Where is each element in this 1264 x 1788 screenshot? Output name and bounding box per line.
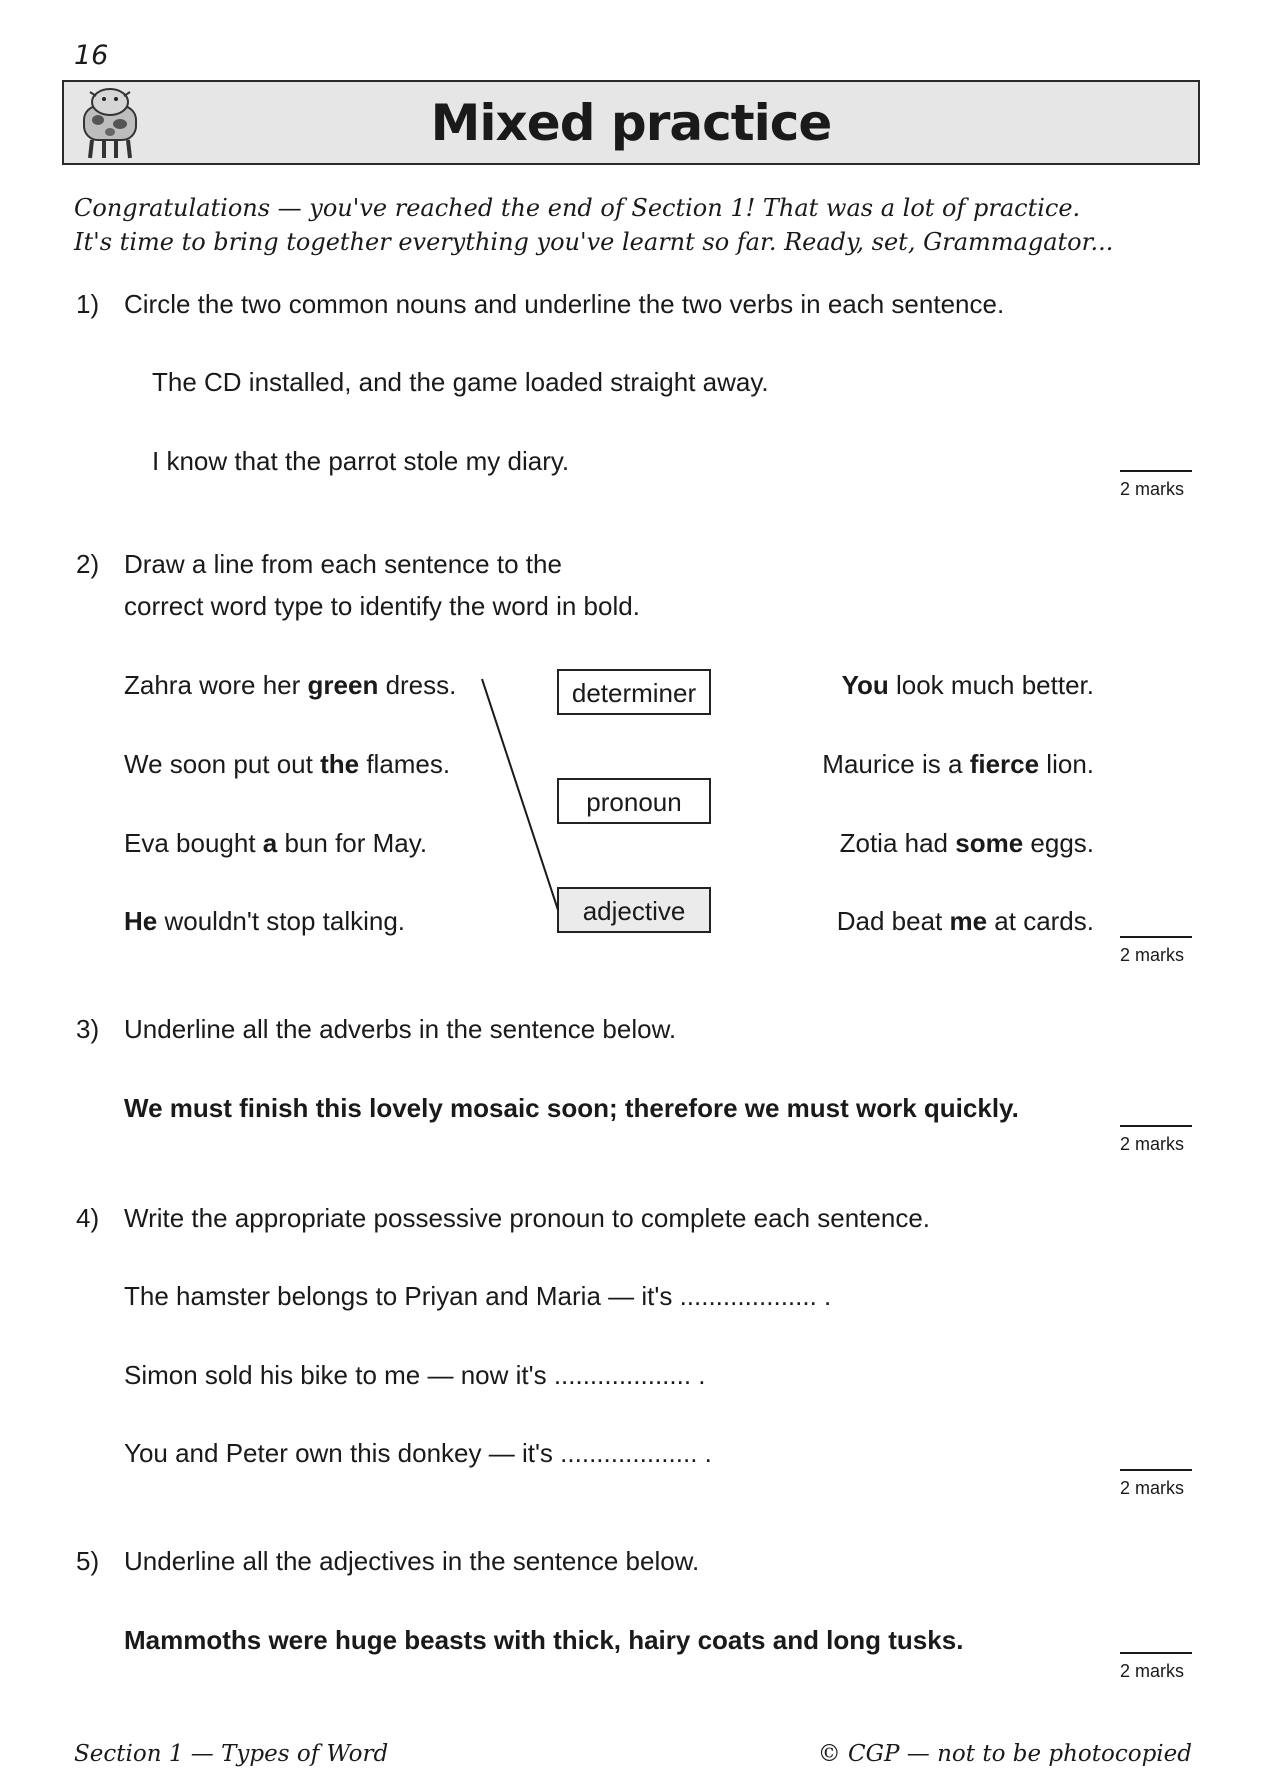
- q4-marks: 2 marks: [1120, 1478, 1185, 1498]
- q1-number: 1): [76, 289, 100, 319]
- answer-blank[interactable]: ................... .: [553, 1360, 706, 1390]
- footer-copyright: © CGP — not to be photocopied: [817, 1741, 1192, 1767]
- q2-mark-line[interactable]: [1120, 936, 1192, 938]
- q5-marks: 2 marks: [1120, 1661, 1185, 1681]
- q4-mark-line[interactable]: [1120, 1469, 1192, 1471]
- example-answer-line: [470, 670, 570, 920]
- q5-number: 5): [76, 1546, 100, 1576]
- q1-sentence-1: The CD installed, and the game loaded straight away.: [152, 367, 769, 397]
- q4-sentence-3: You and Peter own this donkey — it's ................... .: [124, 1438, 712, 1468]
- q2-number: 2): [76, 549, 100, 579]
- q3-sentence[interactable]: We must finish this lovely mosaic soon; therefore we must work quickly.: [124, 1093, 1019, 1123]
- intro-line-2: It's time to bring together everything you've learnt so far. Ready, set, Grammagator...: [74, 228, 1114, 256]
- answer-blank[interactable]: ................... .: [560, 1438, 712, 1468]
- q2-left-sentence-3[interactable]: Eva bought a bun for May.: [124, 828, 428, 858]
- q5-prompt: Underline all the adjectives in the sentence below.: [124, 1546, 700, 1576]
- q3-mark-line[interactable]: [1120, 1125, 1192, 1127]
- q3-prompt: Underline all the adverbs in the sentence below.: [124, 1014, 677, 1044]
- q2-right-sentence-1[interactable]: You look much better.: [841, 670, 1094, 700]
- intro-line-1: Congratulations — you've reached the end of Section 1! That was a lot of practice.: [74, 194, 1081, 222]
- q5-sentence[interactable]: Mammoths were huge beasts with thick, hairy coats and long tusks.: [124, 1625, 964, 1655]
- q2-marks: 2 marks: [1120, 945, 1185, 965]
- q2-left-sentence-2[interactable]: We soon put out the flames.: [124, 749, 451, 779]
- title-banner: [62, 80, 1200, 165]
- q2-right-sentence-4[interactable]: Dad beat me at cards.: [836, 906, 1094, 936]
- word-type-box-adjective[interactable]: adjective: [557, 887, 711, 933]
- q2-left-sentence-1[interactable]: Zahra wore her green dress.: [124, 670, 457, 700]
- footer-section: Section 1 — Types of Word: [74, 1741, 389, 1767]
- q4-number: 4): [76, 1203, 100, 1233]
- q3-marks: 2 marks: [1120, 1134, 1185, 1154]
- q1-mark-line[interactable]: [1120, 470, 1192, 472]
- q1-marks: 2 marks: [1120, 479, 1185, 499]
- q2-right-sentence-3[interactable]: Zotia had some eggs.: [839, 828, 1094, 858]
- q2-prompt-line-2: correct word type to identify the word in bold.: [124, 591, 640, 621]
- page-title: Mixed practice: [430, 94, 832, 152]
- q5-mark-line[interactable]: [1120, 1652, 1192, 1654]
- q4-sentence-1: The hamster belongs to Priyan and Maria — it's ................... .: [124, 1281, 832, 1311]
- answer-blank[interactable]: ................... .: [679, 1281, 832, 1311]
- q2-left-sentence-4[interactable]: He wouldn't stop talking.: [124, 906, 406, 936]
- q1-prompt: Circle the two common nouns and underline the two verbs in each sentence.: [124, 289, 1005, 319]
- q1-sentence-2: I know that the parrot stole my diary.: [152, 446, 570, 476]
- word-type-box-pronoun[interactable]: pronoun: [557, 778, 711, 824]
- q2-prompt-line-1: Draw a line from each sentence to the: [124, 549, 562, 579]
- q4-prompt: Write the appropriate possessive pronoun to complete each sentence.: [124, 1203, 930, 1233]
- q2-right-sentence-2[interactable]: Maurice is a fierce lion.: [822, 749, 1094, 779]
- word-type-box-determiner[interactable]: determiner: [557, 669, 711, 715]
- q3-number: 3): [76, 1014, 100, 1044]
- q4-sentence-2: Simon sold his bike to me — now it's ................... .: [124, 1360, 706, 1390]
- page-number: 16: [74, 40, 109, 71]
